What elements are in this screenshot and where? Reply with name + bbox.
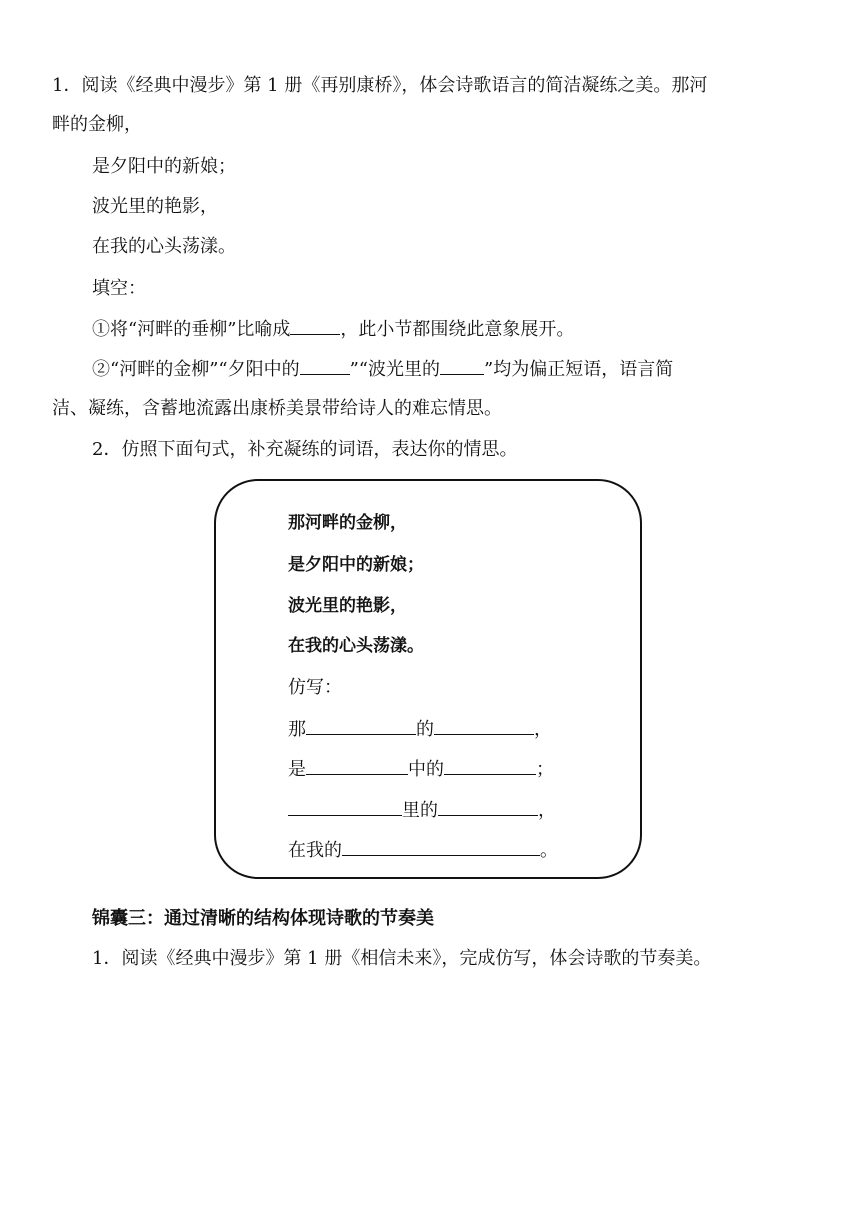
imitate-row-4-a: 在我的 xyxy=(288,840,342,861)
box-poem-line-4: 在我的心头荡漾。 xyxy=(288,636,424,656)
imitate-label: 仿写： xyxy=(288,677,342,698)
imitate-row-1-b: 的 xyxy=(416,719,434,740)
fill-item-2-b: ”“波光里的 xyxy=(349,359,441,380)
box-poem-line-1: 那河畔的金柳， xyxy=(288,513,407,533)
q1-poem-line-1: 是夕阳中的新娘； xyxy=(92,156,236,177)
imitate-row-2-a: 是 xyxy=(288,759,306,780)
q1-intro-line2: 畔的金柳， xyxy=(52,114,142,135)
fill-blank-3[interactable] xyxy=(440,356,484,375)
fill-in-label: 填空： xyxy=(92,278,146,299)
fill-blank-2[interactable] xyxy=(300,356,350,375)
imitate-row-3-c: ， xyxy=(538,800,556,821)
imitate-row-2-c: ； xyxy=(536,759,554,780)
section3-heading: 锦囊三：通过清晰的结构体现诗歌的节奏美 xyxy=(92,908,434,929)
imitate-row-3-b: 里的 xyxy=(402,800,438,821)
imitate-row-3 xyxy=(288,797,556,823)
imitate-row-2-b: 中的 xyxy=(408,759,444,780)
q1-poem-line-3: 在我的心头荡漾。 xyxy=(92,236,236,257)
imitate-row-2 xyxy=(288,756,554,782)
box-poem-line-3: 波光里的艳影， xyxy=(288,596,407,616)
imitate-row-1-c: ， xyxy=(534,719,552,740)
q1-poem-line-2: 波光里的艳影， xyxy=(92,196,218,217)
imitate-blank-3a[interactable] xyxy=(288,797,402,816)
fill-item-2-line2: 洁、凝练，含蓄地流露出康桥美景带给诗人的难忘情思。 xyxy=(52,398,502,419)
imitate-blank-4[interactable] xyxy=(342,837,540,856)
section3-q1: 1．阅读《经典中漫步》第 1 册《相信未来》，完成仿写，体会诗歌的节奏美。 xyxy=(92,948,712,969)
imitate-row-4 xyxy=(288,837,558,863)
fill-item-1 xyxy=(92,316,574,343)
fill-item-2-c: ”均为偏正短语，语言简 xyxy=(484,359,674,380)
imitate-blank-2a[interactable] xyxy=(306,756,408,775)
imitate-row-1 xyxy=(288,716,552,742)
fill-blank-1[interactable] xyxy=(290,316,340,335)
box-poem-line-2: 是夕阳中的新娘； xyxy=(288,555,424,575)
imitate-blank-1a[interactable] xyxy=(306,716,416,735)
q2-prompt: 2．仿照下面句式，补充凝练的词语，表达你的情思。 xyxy=(92,439,518,460)
imitation-box xyxy=(214,479,642,879)
q1-intro-line1: 1．阅读《经典中漫步》第 1 册《再别康桥》，体会诗歌语言的简洁凝练之美。那河 xyxy=(52,75,708,96)
fill-item-2-a: ②“河畔的金柳”“夕阳中的 xyxy=(92,359,300,380)
fill-item-1-post: ，此小节都围绕此意象展开。 xyxy=(340,319,575,340)
imitate-blank-2b[interactable] xyxy=(444,756,536,775)
imitate-row-1-a: 那 xyxy=(288,719,306,740)
imitate-row-4-c: 。 xyxy=(540,840,558,861)
imitate-blank-1b[interactable] xyxy=(434,716,534,735)
imitate-blank-3b[interactable] xyxy=(438,797,538,816)
fill-item-2 xyxy=(92,356,673,383)
fill-item-1-pre: ①将“河畔的垂柳”比喻成 xyxy=(92,319,291,340)
